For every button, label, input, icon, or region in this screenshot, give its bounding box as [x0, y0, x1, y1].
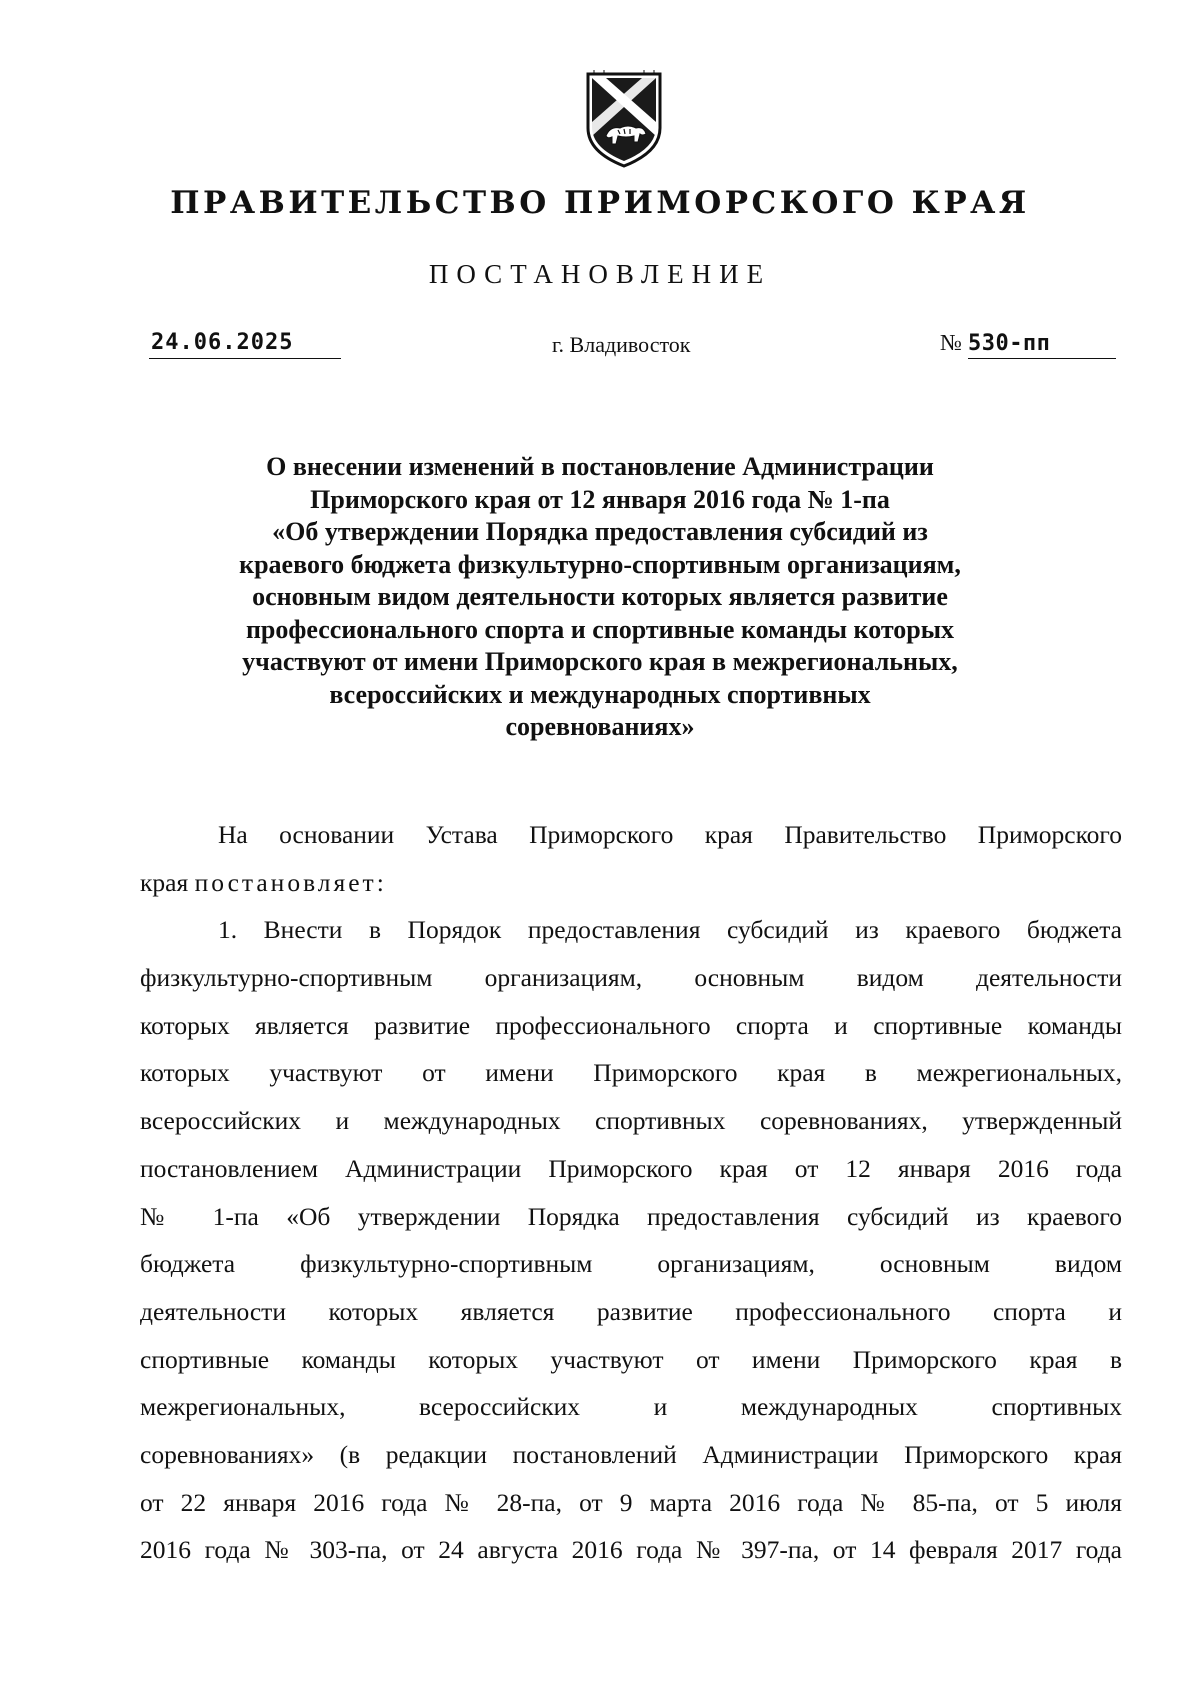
issuer-heading: ПРАВИТЕЛЬСТВО ПРИМОРСКОГО КРАЯ [170, 185, 1030, 221]
title-line: соревнованиях» [505, 712, 695, 741]
number-sign: № [940, 330, 962, 355]
title-line: краевого бюджета физкультурно-спортивным организациям, [239, 549, 961, 579]
title-line: всероссийских и международных спортивных [329, 679, 871, 709]
paragraph-line: которых участвуют от имени Приморского края в межрегиональных, [140, 1058, 1122, 1088]
paragraph-line: 2016 года № 303-па, от 24 августа 2016 года № 397-па, от 14 февраля 2017 года [140, 1535, 1122, 1565]
title-line: Приморского края от 12 января 2016 года № 1-па [310, 484, 890, 514]
title-line: участвуют от имени Приморского края в межрегиональных, [242, 647, 958, 676]
paragraph-line: соревнованиях» (в редакции постановлений Администрации Приморского края [140, 1439, 1122, 1469]
paragraph-line: межрегиональных, всероссийских и международных спортивных [140, 1392, 1122, 1422]
title-line: профессионального спорта и спортивные команды которых [245, 614, 955, 644]
document-title [150, 451, 1050, 744]
title-line: О внесении изменений в постановление Администрации [266, 452, 934, 481]
document-body [140, 811, 1122, 1574]
intro-line: На основании Устава Приморского края Правительство Приморского [218, 820, 1122, 849]
paragraph-line: от 22 января 2016 года № 28-па, от 9 марта 2016 года № 85-па, от 5 июля [140, 1487, 1122, 1517]
paragraph-line: 1. Внести в Порядок предоставления субсидий из краевого бюджета [218, 915, 1122, 945]
title-line: основным видом деятельности которых является развитие [252, 582, 948, 611]
paragraph-line: деятельности которых является развитие профессионального спорта и [140, 1296, 1122, 1326]
coat-of-arms-icon [584, 70, 664, 170]
paragraph-line: физкультурно-спортивным организациям, основным видом деятельности [140, 963, 1122, 993]
document-number [940, 328, 1116, 359]
paragraph-line: бюджета физкультурно-спортивным организациям, основным видом [140, 1249, 1122, 1279]
paragraph-line: № 1-па «Об утверждении Порядка предоставления субсидий из краевого [140, 1201, 1122, 1231]
paragraph-line: спортивные команды которых участвуют от имени Приморского края в [140, 1344, 1122, 1374]
number-value: 530-пп [967, 331, 1051, 356]
paragraph-line: всероссийских и международных спортивных соревнованиях, утвержденный [140, 1106, 1122, 1136]
title-line: «Об утверждении Порядка предоставления субсидий из [272, 517, 928, 546]
number-underline [968, 328, 1116, 359]
intro-line [140, 859, 1122, 907]
resolves-word: постановляет: [194, 867, 387, 897]
document-type: ПОСТАНОВЛЕНИЕ [428, 259, 772, 289]
paragraph-line: постановлением Администрации Приморского края от 12 января 2016 года [140, 1153, 1122, 1183]
document-date: 24.06.2025 [149, 328, 341, 359]
intro-text: края [140, 867, 195, 897]
paragraph-line: которых является развитие профессионального спорта и спортивные команды [140, 1010, 1122, 1040]
document-city: г. Владивосток [552, 332, 691, 357]
